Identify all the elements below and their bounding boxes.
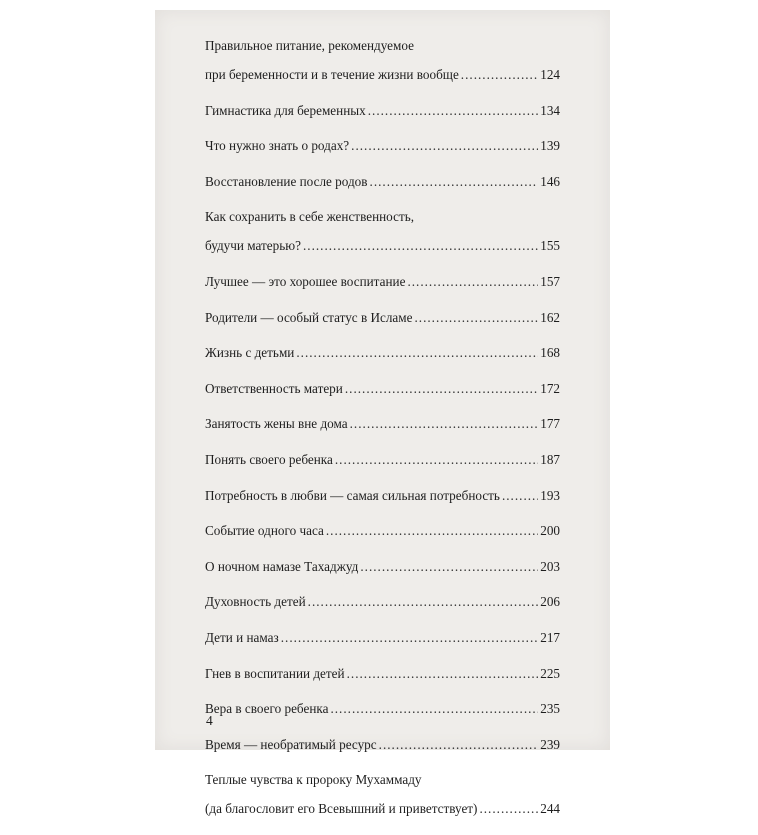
toc-entry-line-continued bbox=[205, 36, 560, 56]
toc-entry-title: Теплые чувства к пророку Мухаммаду bbox=[205, 772, 422, 788]
toc-entry bbox=[205, 486, 560, 506]
toc-entry-page: 235 bbox=[540, 701, 560, 717]
toc-entry-page: 225 bbox=[540, 665, 560, 681]
toc-entry-line bbox=[205, 136, 560, 156]
toc-entry-title: Духовность детей bbox=[205, 594, 306, 610]
toc-entry-line bbox=[205, 735, 560, 755]
toc-entry-page: 187 bbox=[540, 451, 560, 467]
toc-entry bbox=[205, 664, 560, 684]
dot-leader bbox=[330, 699, 538, 719]
toc-entry-title: Вера в своего ребенка bbox=[205, 701, 329, 717]
toc-entry-title: Жизнь с детьми bbox=[205, 345, 295, 361]
toc-entry bbox=[205, 172, 560, 192]
toc-entry bbox=[205, 414, 560, 434]
toc-entry-title: Дети и намаз bbox=[205, 629, 279, 645]
toc-entry-title: Правильное питание, рекомендуемое bbox=[205, 38, 414, 53]
toc-entry-title: Занятость жены вне дома bbox=[205, 416, 348, 432]
dot-leader bbox=[407, 272, 538, 292]
toc-entry-title: Восстановление после родов bbox=[205, 173, 368, 189]
toc-entry-line bbox=[205, 343, 560, 363]
toc-entry-title: (да благословит его Всевышний и приветствует) bbox=[205, 801, 478, 817]
toc-entry-title: Гнев в воспитании детей bbox=[205, 665, 345, 681]
dot-leader bbox=[360, 557, 538, 577]
toc-entry-page: 146 bbox=[540, 173, 560, 189]
toc-entry-page: 134 bbox=[540, 102, 560, 118]
dot-leader bbox=[347, 664, 539, 684]
toc-entry bbox=[205, 308, 560, 328]
toc-entry-title: Гимнастика для беременных bbox=[205, 102, 366, 118]
toc-entry bbox=[205, 592, 560, 612]
toc-entry-line bbox=[205, 628, 560, 648]
dot-leader bbox=[368, 101, 538, 121]
toc-entry bbox=[205, 557, 560, 577]
toc-entry-line bbox=[205, 664, 560, 684]
toc-entry-line bbox=[205, 236, 560, 256]
toc-entry-line bbox=[205, 172, 560, 192]
toc-entry-line bbox=[205, 486, 560, 506]
dot-leader bbox=[281, 628, 539, 648]
toc-entry-title: будучи матерью? bbox=[205, 238, 301, 254]
dot-leader bbox=[345, 379, 538, 399]
toc-entry-line bbox=[205, 557, 560, 577]
dot-leader bbox=[350, 414, 539, 434]
toc-entry bbox=[205, 343, 560, 363]
toc-entry-page: 162 bbox=[540, 309, 560, 325]
toc-entry-page: 193 bbox=[540, 487, 560, 503]
toc-entry-title: Родители — особый статус в Исламе bbox=[205, 309, 413, 325]
toc-entry-title: Потребность в любви — самая сильная потребность bbox=[205, 487, 500, 503]
dot-leader bbox=[326, 521, 538, 541]
toc-entry-title: Лучшее — это хорошее воспитание bbox=[205, 273, 406, 289]
toc-entry-line bbox=[205, 101, 560, 121]
toc-entry-page: 239 bbox=[540, 736, 560, 752]
toc-entry-page: 217 bbox=[540, 629, 560, 645]
toc-entry-line bbox=[205, 65, 560, 85]
toc-entry-page: 139 bbox=[540, 138, 560, 154]
toc-entry bbox=[205, 136, 560, 156]
toc-entry-page: 172 bbox=[540, 380, 560, 396]
toc-entry bbox=[205, 735, 560, 755]
dot-leader bbox=[479, 799, 538, 819]
toc-entry-line bbox=[205, 699, 560, 719]
toc-entry bbox=[205, 770, 560, 819]
toc-entry-line-continued bbox=[205, 207, 560, 227]
toc-entry-title: Событие одного часа bbox=[205, 523, 324, 539]
toc-entry bbox=[205, 628, 560, 648]
dot-leader bbox=[335, 450, 538, 470]
page-number: 4 bbox=[206, 713, 213, 728]
toc-entry-page: 203 bbox=[540, 558, 560, 574]
toc-entry-line bbox=[205, 799, 560, 819]
toc-entry-page: 155 bbox=[540, 238, 560, 254]
toc-entry-page: 124 bbox=[540, 67, 560, 82]
dot-leader bbox=[303, 236, 538, 256]
toc-entry-line bbox=[205, 379, 560, 399]
toc-entry bbox=[205, 699, 560, 719]
toc-entry-line bbox=[205, 308, 560, 328]
dot-leader bbox=[351, 136, 538, 156]
dot-leader bbox=[379, 735, 539, 755]
toc-entry bbox=[205, 101, 560, 121]
toc-entry-page: 244 bbox=[540, 801, 560, 817]
toc-entry-page: 157 bbox=[540, 273, 560, 289]
toc-entry-page: 177 bbox=[540, 416, 560, 432]
toc-entry bbox=[205, 36, 560, 85]
toc-entry-line bbox=[205, 592, 560, 612]
toc-entry-title: Что нужно знать о родах? bbox=[205, 138, 350, 154]
toc-entry bbox=[205, 207, 560, 256]
toc-entry-title: при беременности и в течение жизни вообще bbox=[205, 67, 459, 82]
toc-entry-page: 200 bbox=[540, 523, 560, 539]
toc-entry bbox=[205, 450, 560, 470]
toc-entry-line bbox=[205, 272, 560, 292]
dot-leader bbox=[370, 172, 539, 192]
dot-leader bbox=[502, 486, 538, 506]
toc-entry-title: Как сохранить в себе женственность, bbox=[205, 209, 415, 225]
toc-entry-title: Время — необратимый ресурс bbox=[205, 736, 377, 752]
toc-entry bbox=[205, 272, 560, 292]
toc-entry-title: О ночном намазе Тахаджуд bbox=[205, 558, 359, 574]
toc-entry-title: Понять своего ребенка bbox=[205, 451, 333, 467]
dot-leader bbox=[414, 308, 538, 328]
toc-entry-line bbox=[205, 450, 560, 470]
table-of-contents bbox=[205, 36, 560, 835]
toc-entry-line bbox=[205, 521, 560, 541]
toc-entry-page: 168 bbox=[540, 345, 560, 361]
toc-entry-page: 206 bbox=[540, 594, 560, 610]
toc-entry bbox=[205, 379, 560, 399]
toc-entry-line-continued bbox=[205, 770, 560, 790]
dot-leader bbox=[461, 65, 538, 85]
toc-entry-line bbox=[205, 414, 560, 434]
dot-leader bbox=[296, 343, 538, 363]
toc-entry bbox=[205, 521, 560, 541]
toc-entry-title: Ответственность матери bbox=[205, 380, 343, 396]
dot-leader bbox=[308, 592, 539, 612]
